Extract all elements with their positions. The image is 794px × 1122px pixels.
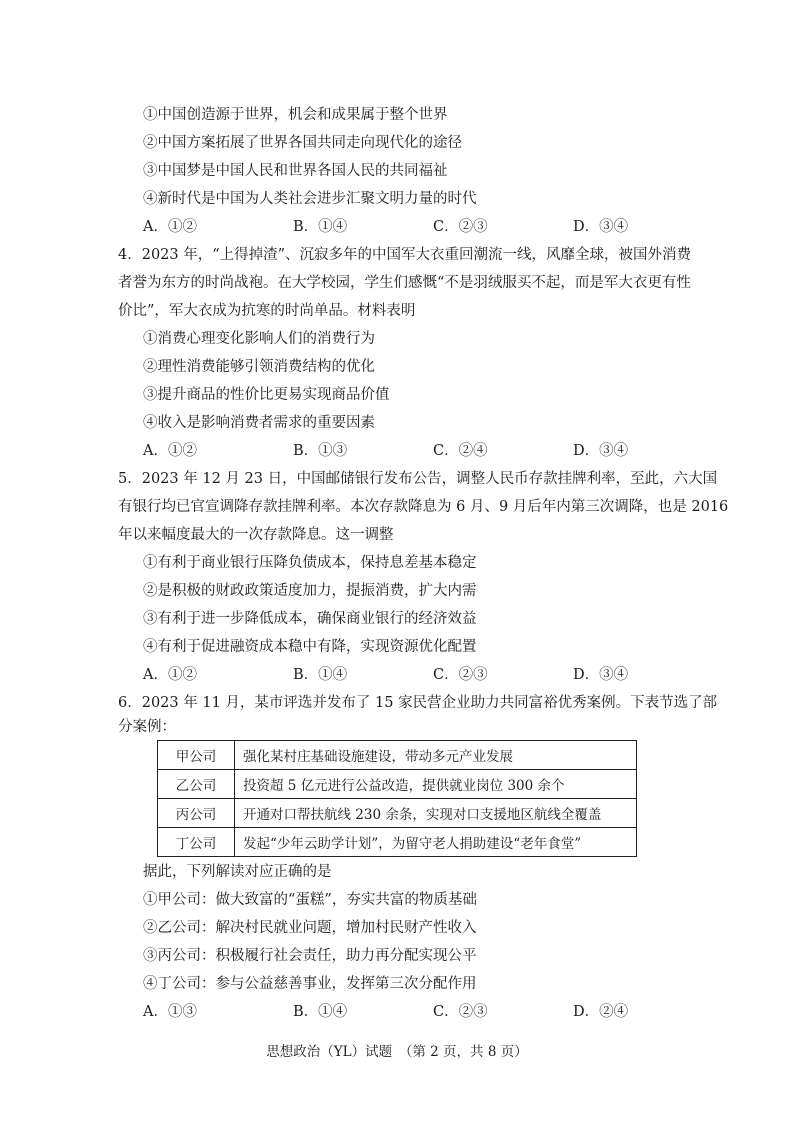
- q6-item-3: ③丙公司：积极履行社会责任，助力再分配实现公平: [143, 948, 477, 964]
- q4-stem-line-1: 4．2023 年，“上得掉渣”、沉寂多年的中国军大衣重回潮流一线，风靡全球，被国外消费: [118, 247, 692, 263]
- q4-item-4: ④收入是影响消费者需求的重要因素: [143, 415, 375, 431]
- q3-item-2: ②中国方案拓展了世界各国共同走向现代化的途径: [143, 135, 462, 151]
- company-cell: 丙公司: [158, 799, 235, 828]
- q5-item-3: ③有利于进一步降低成本，确保商业银行的经济效益: [143, 611, 477, 627]
- q5-stem-line-3: 年以来幅度最大的一次存款降息。这一调整: [118, 527, 394, 543]
- case-cell: 发起“少年云助学计划”，为留守老人捐助建设“老年食堂”: [235, 828, 637, 857]
- company-cell: 乙公司: [158, 770, 235, 799]
- q5-item-1: ①有利于商业银行压降负债成本，保持息差基本稳定: [143, 555, 477, 571]
- q6-stem-line-1: 6．2023 年 11 月，某市评选并发布了 15 家民营企业助力共同富裕优秀案例。下表节选了部: [118, 695, 718, 711]
- q6-option-d: D．②④: [573, 1004, 629, 1020]
- q3-item-1: ①中国创造源于世界，机会和成果属于整个世界: [143, 107, 448, 123]
- q5-option-c: C．②③: [433, 667, 488, 683]
- q6-option-b: B．①④: [293, 1004, 348, 1020]
- table-row: [158, 828, 637, 857]
- q3-option-b: B．①④: [293, 219, 348, 235]
- q4-stem-line-2: 者誉为东方的时尚战袍。在大学校园，学生们感慨“不是羽绒服买不起，而是军大衣更有性: [118, 275, 691, 291]
- q4-option-a: A．①②: [143, 443, 197, 459]
- q3-option-a: A．①②: [143, 219, 197, 235]
- q4-option-c: C．②④: [433, 443, 488, 459]
- q4-option-b: B．①③: [293, 443, 348, 459]
- q3-option-d: D．③④: [573, 219, 629, 235]
- q3-item-4: ④新时代是中国为人类社会进步汇聚文明力量的时代: [143, 191, 477, 207]
- q5-item-4: ④有利于促进融资成本稳中有降，实现资源优化配置: [143, 639, 477, 655]
- q4-item-2: ②理性消费能够引领消费结构的优化: [143, 359, 375, 375]
- q6-lead: 据此，下列解读对应正确的是: [143, 864, 332, 880]
- q6-option-a: A．①③: [143, 1004, 197, 1020]
- case-cell: 强化某村庄基础设施建设，带动多元产业发展: [235, 741, 637, 770]
- q5-stem-line-1: 5．2023 年 12 月 23 日，中国邮储银行发布公告，调整人民币存款挂牌利率，至此，六大国: [118, 471, 718, 487]
- company-cell: 甲公司: [158, 741, 235, 770]
- q4-stem-line-3: 价比”，军大衣成为抗寒的时尚单品。材料表明: [118, 303, 416, 319]
- q6-item-4: ④丁公司：参与公益慈善事业，发挥第三次分配作用: [143, 976, 477, 992]
- table-row: [158, 741, 637, 770]
- q5-stem-line-2: 有银行均已官宣调降存款挂牌利率。本次存款降息为 6 月、9 月后年内第三次调降，也是 2016: [118, 499, 729, 515]
- case-cell: 投资超 5 亿元进行公益改造，提供就业岗位 300 余个: [235, 770, 637, 799]
- q6-option-c: C．②③: [433, 1004, 488, 1020]
- q6-item-2: ②乙公司：解决村民就业问题，增加村民财产性收入: [143, 920, 477, 936]
- table-row: [158, 770, 637, 799]
- q6-stem-line-2: 分案例：: [118, 719, 176, 735]
- q4-item-1: ①消费心理变化影响人们的消费行为: [143, 331, 375, 347]
- q4-item-3: ③提升商品的性价比更易实现商品价值: [143, 387, 390, 403]
- q5-option-d: D．③④: [573, 667, 629, 683]
- q3-option-c: C．②③: [433, 219, 488, 235]
- q5-item-2: ②是积极的财政政策适度加力，提振消费，扩大内需: [143, 583, 477, 599]
- q3-item-3: ③中国梦是中国人民和世界各国人民的共同福祉: [143, 163, 448, 179]
- page-footer: 思想政治（YL）试题 （第 2 页，共 8 页）: [266, 1044, 528, 1060]
- case-cell: 开通对口帮扶航线 230 余条，实现对口支援地区航线全覆盖: [235, 799, 637, 828]
- company-cell: 丁公司: [158, 828, 235, 857]
- q5-option-b: B．①④: [293, 667, 348, 683]
- q4-option-d: D．③④: [573, 443, 629, 459]
- table-row: [158, 799, 637, 828]
- q6-item-1: ①甲公司：做大致富的“蛋糕”，夯实共富的物质基础: [143, 892, 477, 908]
- q5-option-a: A．①②: [143, 667, 197, 683]
- cases-table: [157, 740, 637, 857]
